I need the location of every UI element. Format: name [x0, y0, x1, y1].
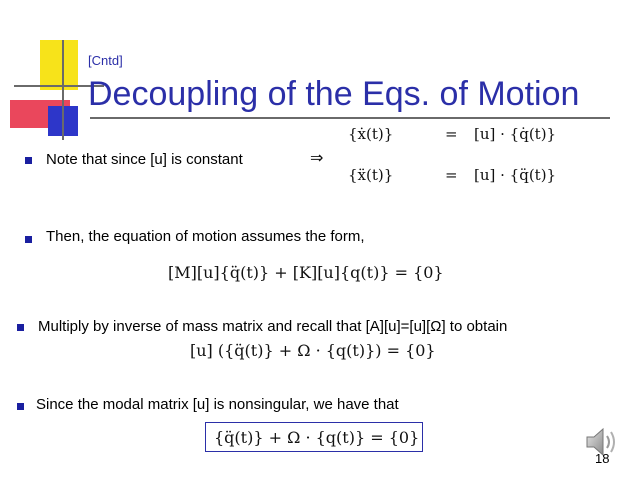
decor-yellow-square	[40, 40, 78, 90]
bullet-text-4: Since the modal matrix [u] is nonsingular, we have that	[36, 396, 399, 413]
slide-title: Decoupling of the Eqs. of Motion	[88, 75, 580, 113]
bullet-text-2: Then, the equation of motion assumes the form,	[46, 228, 365, 245]
equation-3: [M][u]{q̈(t)} + [K][u]{q(t)} = {0}	[168, 263, 444, 282]
equation-2-lhs: {ẍ(t)}	[348, 166, 394, 184]
slide-subtitle: [Cntd]	[88, 53, 123, 68]
bullet-text-1: Note that since [u] is constant	[46, 151, 243, 168]
square-bullet-icon	[25, 236, 32, 243]
equation-2-equals: =	[445, 166, 458, 184]
equation-5: {q̈(t)} + Ω · {q(t)} = {0}	[214, 428, 420, 447]
equation-1-lhs: {ẋ(t)}	[348, 125, 394, 143]
equation-1-equals: =	[445, 125, 458, 143]
equation-1-rhs: [u] · {q̇(t)}	[474, 125, 557, 143]
decor-vertical-line	[62, 40, 64, 140]
square-bullet-icon	[17, 324, 24, 331]
implies-symbol: ⇒	[310, 148, 324, 167]
equation-4: [u] ({q̈(t)} + Ω · {q(t)}) = {0}	[190, 341, 436, 360]
equation-2-rhs: [u] · {q̈(t)}	[474, 166, 557, 184]
square-bullet-icon	[17, 403, 24, 410]
bullet-text-3: Multiply by inverse of mass matrix and recall that [A][u]=[u][Ω] to obtain	[38, 318, 508, 335]
page-number: 18	[595, 451, 610, 466]
square-bullet-icon	[25, 157, 32, 164]
title-underline	[90, 117, 610, 119]
